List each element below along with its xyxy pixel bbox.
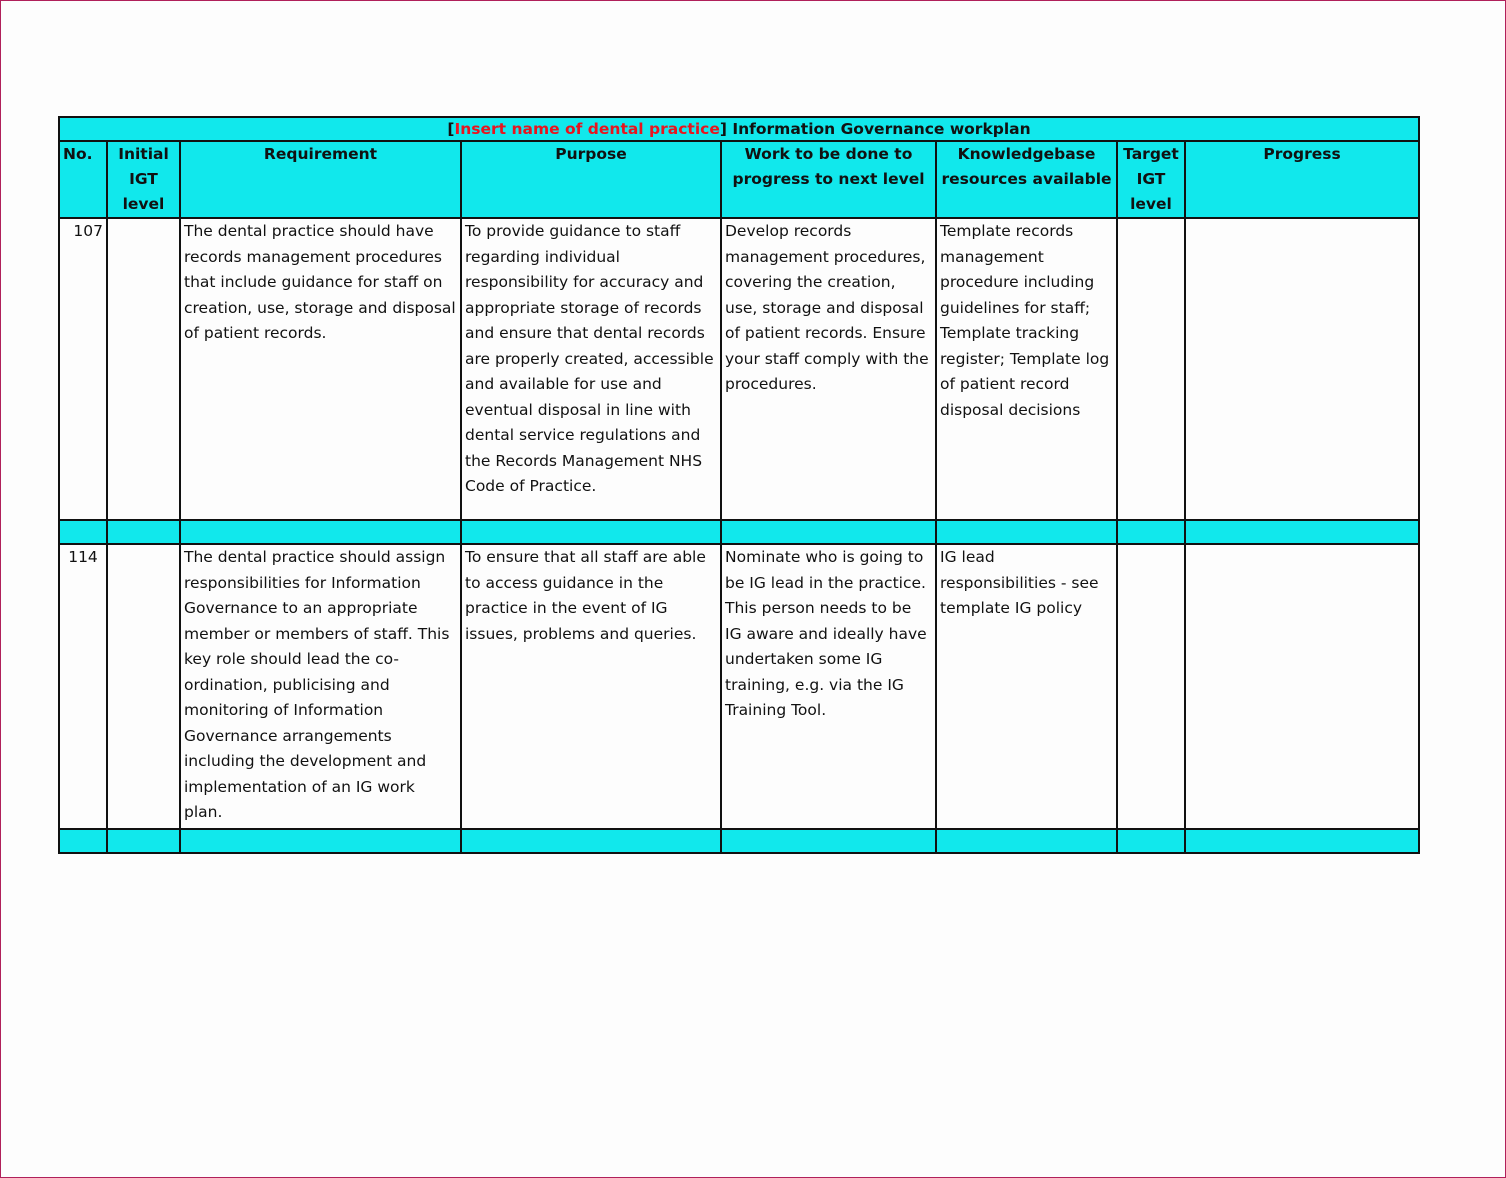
- separator-cell[interactable]: [107, 520, 180, 544]
- cell-no[interactable]: 114: [59, 544, 107, 829]
- cell-knowledgebase-resources[interactable]: Template records management procedure including guidelines for staff; Template tracking register; Template log of patient record disposal decisions: [936, 218, 1117, 520]
- separator-cell[interactable]: [1185, 829, 1419, 853]
- header-progress: Progress: [1185, 141, 1419, 218]
- cell-work-to-be-done[interactable]: Develop records management procedures, covering the creation, use, storage and disposal of patient records. Ensure your staff comply with the procedures.: [721, 218, 936, 520]
- cell-work-to-be-done[interactable]: Nominate who is going to be IG lead in the practice. This person needs to be IG aware and ideally have undertaken some IG training, e.g. via the IG Training Tool.: [721, 544, 936, 829]
- cell-purpose[interactable]: To ensure that all staff are able to access guidance in the practice in the event of IG issues, problems and queries.: [461, 544, 721, 829]
- separator-cell[interactable]: [180, 520, 461, 544]
- separator-cell[interactable]: [180, 829, 461, 853]
- separator-cell[interactable]: [936, 829, 1117, 853]
- separator-row: [59, 520, 1419, 544]
- cell-initial-igt-level[interactable]: [107, 218, 180, 520]
- separator-cell[interactable]: [936, 520, 1117, 544]
- separator-cell[interactable]: [1117, 520, 1185, 544]
- cell-knowledgebase-resources[interactable]: IG lead responsibilities - see template IG policy: [936, 544, 1117, 829]
- separator-cell[interactable]: [461, 520, 721, 544]
- header-initial-igt-level: Initial IGT level: [107, 141, 180, 218]
- column-header-row: [59, 141, 1419, 218]
- header-knowledgebase-resources: Knowledgebase resources available: [936, 141, 1117, 218]
- separator-cell[interactable]: [107, 829, 180, 853]
- cell-requirement[interactable]: The dental practice should have records management procedures that include guidance for staff on creation, use, storage and disposal of patient records.: [180, 218, 461, 520]
- title-bracket-open: [: [447, 120, 455, 138]
- separator-row: [59, 829, 1419, 853]
- table-row: [59, 544, 1419, 829]
- practice-name-placeholder[interactable]: Insert name of dental practice: [454, 120, 720, 138]
- header-work-to-be-done: Work to be done to progress to next level: [721, 141, 936, 218]
- separator-cell[interactable]: [721, 520, 936, 544]
- cell-no[interactable]: 107: [59, 218, 107, 520]
- separator-cell[interactable]: [721, 829, 936, 853]
- header-target-igt-level: Target IGT level: [1117, 141, 1185, 218]
- workplan-title: [59, 117, 1419, 141]
- cell-purpose[interactable]: To provide guidance to staff regarding individual responsibility for accuracy and appropriate storage of records and ensure that dental records are properly created, accessible and available for use and eventual disposal in line with dental service regulations and the Records Management NHS Code of Practice.: [461, 218, 721, 520]
- cell-target-igt-level[interactable]: [1117, 544, 1185, 829]
- cell-progress[interactable]: [1185, 218, 1419, 520]
- cell-requirement[interactable]: The dental practice should assign responsibilities for Information Governance to an appropriate member or members of staff. This key role should lead the co-ordination, publicising and monitoring of Information Governance arrangements including the development and implementation of an IG work plan.: [180, 544, 461, 829]
- header-purpose: Purpose: [461, 141, 721, 218]
- workplan-table: [58, 116, 1420, 854]
- separator-cell[interactable]: [1117, 829, 1185, 853]
- title-bracket-close: ]: [719, 120, 727, 138]
- cell-initial-igt-level[interactable]: [107, 544, 180, 829]
- cell-progress[interactable]: [1185, 544, 1419, 829]
- separator-cell[interactable]: [59, 829, 107, 853]
- separator-cell[interactable]: [1185, 520, 1419, 544]
- separator-cell[interactable]: [59, 520, 107, 544]
- cell-target-igt-level[interactable]: [1117, 218, 1185, 520]
- title-text: Information Governance workplan: [726, 120, 1031, 138]
- table-row: [59, 218, 1419, 520]
- header-requirement: Requirement: [180, 141, 461, 218]
- header-no: No.: [59, 141, 107, 218]
- separator-cell[interactable]: [461, 829, 721, 853]
